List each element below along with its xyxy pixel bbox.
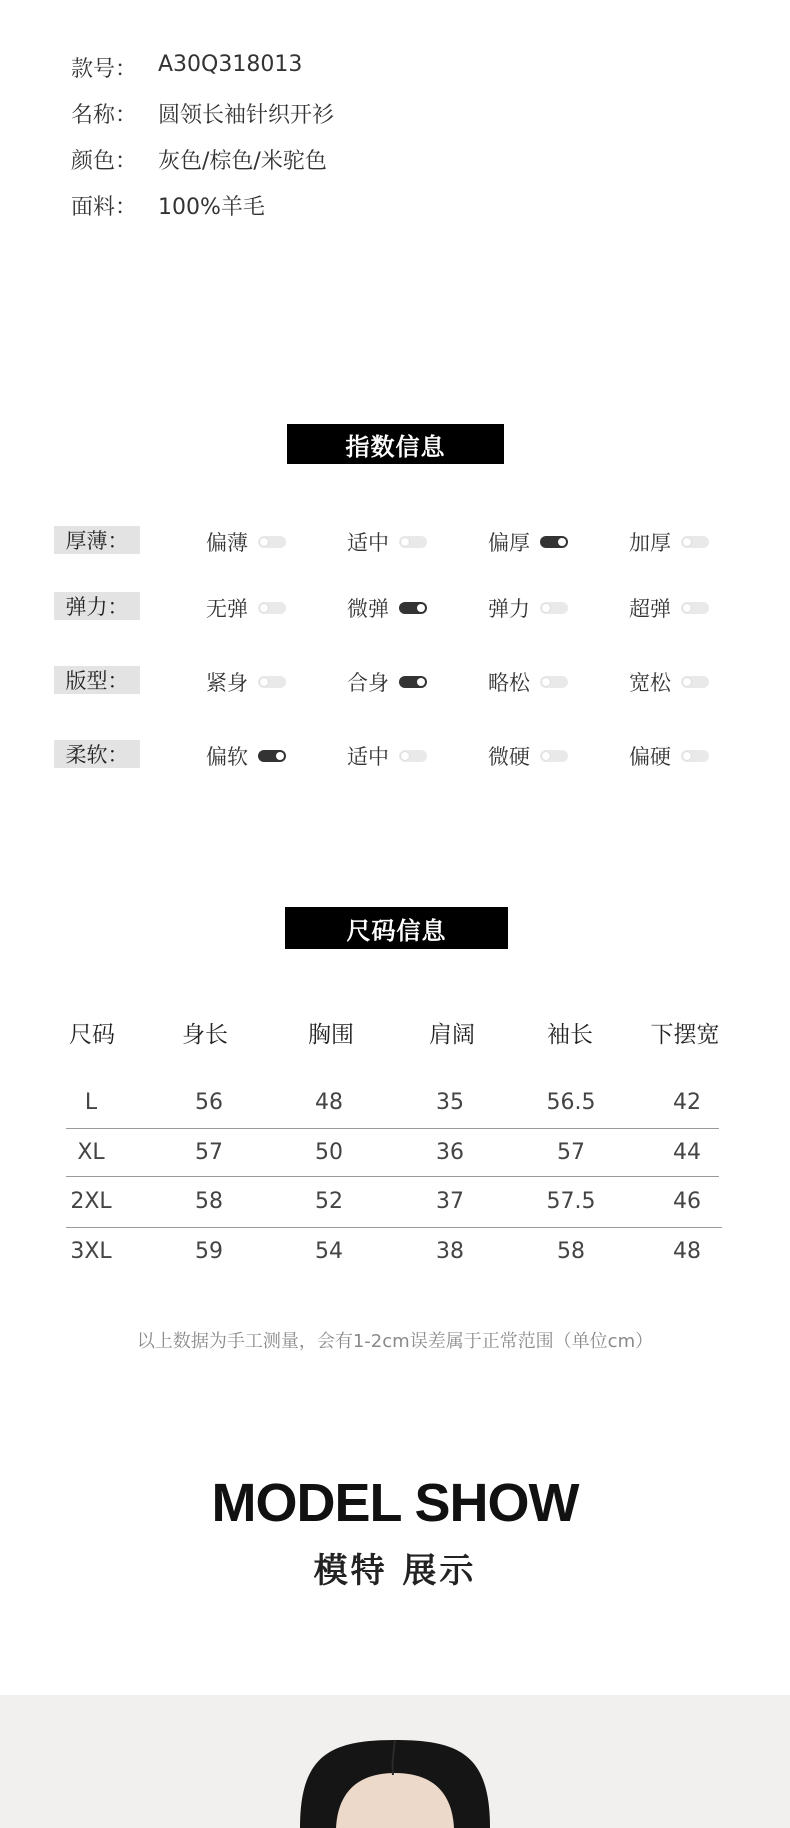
option-label: 超弹 bbox=[629, 597, 671, 621]
toggle-off-icon bbox=[540, 602, 568, 614]
option-label: 偏薄 bbox=[206, 531, 248, 555]
table-cell: 48 bbox=[673, 1239, 701, 1264]
size-header: 下摆宽 bbox=[650, 1022, 720, 1048]
toggle-off-icon bbox=[540, 750, 568, 762]
size-header: 胸围 bbox=[308, 1022, 354, 1048]
info-key: 面料： bbox=[71, 195, 138, 220]
index-label-thickness: 厚薄： bbox=[54, 526, 140, 554]
option-label: 偏软 bbox=[206, 745, 248, 769]
info-key: 名称： bbox=[71, 103, 138, 128]
size-header: 尺码 bbox=[69, 1022, 115, 1048]
info-value: 100%羊毛 bbox=[158, 195, 265, 220]
toggle-on-icon bbox=[399, 676, 427, 688]
table-cell: XL bbox=[77, 1140, 105, 1165]
model-show-subtitle: 模特 展示 bbox=[313, 1551, 477, 1591]
index-label-elasticity: 弹力： bbox=[54, 592, 140, 620]
option-label: 无弹 bbox=[206, 597, 248, 621]
table-cell: 48 bbox=[315, 1090, 343, 1115]
table-cell: L bbox=[84, 1090, 98, 1115]
toggle-off-icon bbox=[681, 602, 709, 614]
size-section-title: 尺码信息 bbox=[285, 907, 508, 949]
table-cell: 2XL bbox=[70, 1189, 112, 1214]
info-value: 灰色/棕色/米驼色 bbox=[158, 149, 327, 174]
table-cell: 44 bbox=[673, 1140, 701, 1165]
toggle-off-icon bbox=[399, 536, 427, 548]
option-label: 宽松 bbox=[629, 671, 671, 695]
row-divider bbox=[66, 1176, 719, 1177]
table-cell: 46 bbox=[673, 1189, 701, 1214]
toggle-off-icon bbox=[540, 676, 568, 688]
index-section-title: 指数信息 bbox=[287, 424, 504, 464]
toggle-off-icon bbox=[258, 536, 286, 548]
model-head-image bbox=[0, 1695, 790, 1828]
table-cell: 38 bbox=[436, 1239, 464, 1264]
toggle-off-icon bbox=[681, 676, 709, 688]
info-key: 款号： bbox=[71, 57, 138, 82]
index-label-fit: 版型： bbox=[54, 666, 140, 694]
option-label: 弹力 bbox=[488, 597, 530, 621]
option-label: 略松 bbox=[488, 671, 530, 695]
table-cell: 57 bbox=[195, 1140, 223, 1165]
table-cell: 58 bbox=[557, 1239, 585, 1264]
toggle-off-icon bbox=[258, 676, 286, 688]
table-cell: 56.5 bbox=[546, 1090, 596, 1115]
model-photo bbox=[0, 1695, 790, 1828]
info-value: 圆领长袖针织开衫 bbox=[158, 103, 335, 128]
table-cell: 36 bbox=[436, 1140, 464, 1165]
size-header: 身长 bbox=[182, 1022, 228, 1048]
table-cell: 54 bbox=[315, 1239, 343, 1264]
toggle-off-icon bbox=[399, 750, 427, 762]
option-label: 微弹 bbox=[347, 597, 389, 621]
option-label: 合身 bbox=[347, 671, 389, 695]
info-key: 颜色： bbox=[71, 149, 138, 174]
option-label: 加厚 bbox=[629, 531, 671, 555]
table-cell: 50 bbox=[315, 1140, 343, 1165]
option-label: 适中 bbox=[347, 531, 389, 555]
measurement-note: 以上数据为手工测量，会有1-2cm误差属于正常范围（单位cm） bbox=[136, 1331, 654, 1352]
table-cell: 3XL bbox=[70, 1239, 112, 1264]
toggle-off-icon bbox=[681, 536, 709, 548]
info-value: A30Q318013 bbox=[158, 52, 303, 77]
option-label: 适中 bbox=[347, 745, 389, 769]
row-divider bbox=[66, 1128, 719, 1129]
table-cell: 57 bbox=[557, 1140, 585, 1165]
option-label: 紧身 bbox=[206, 671, 248, 695]
toggle-off-icon bbox=[258, 602, 286, 614]
table-cell: 59 bbox=[195, 1239, 223, 1264]
table-cell: 52 bbox=[315, 1189, 343, 1214]
size-header: 肩阔 bbox=[429, 1022, 475, 1048]
toggle-on-icon bbox=[540, 536, 568, 548]
table-cell: 42 bbox=[673, 1090, 701, 1115]
model-show-title: MODEL SHOW bbox=[211, 1473, 579, 1533]
table-cell: 57.5 bbox=[546, 1189, 596, 1214]
row-divider bbox=[66, 1227, 722, 1228]
index-label-softness: 柔软： bbox=[54, 740, 140, 768]
toggle-off-icon bbox=[681, 750, 709, 762]
toggle-on-icon bbox=[399, 602, 427, 614]
table-cell: 56 bbox=[195, 1090, 223, 1115]
table-cell: 37 bbox=[436, 1189, 464, 1214]
option-label: 微硬 bbox=[488, 745, 530, 769]
table-cell: 35 bbox=[436, 1090, 464, 1115]
size-header: 袖长 bbox=[547, 1022, 593, 1048]
table-cell: 58 bbox=[195, 1189, 223, 1214]
option-label: 偏厚 bbox=[488, 531, 530, 555]
toggle-on-icon bbox=[258, 750, 286, 762]
option-label: 偏硬 bbox=[629, 745, 671, 769]
